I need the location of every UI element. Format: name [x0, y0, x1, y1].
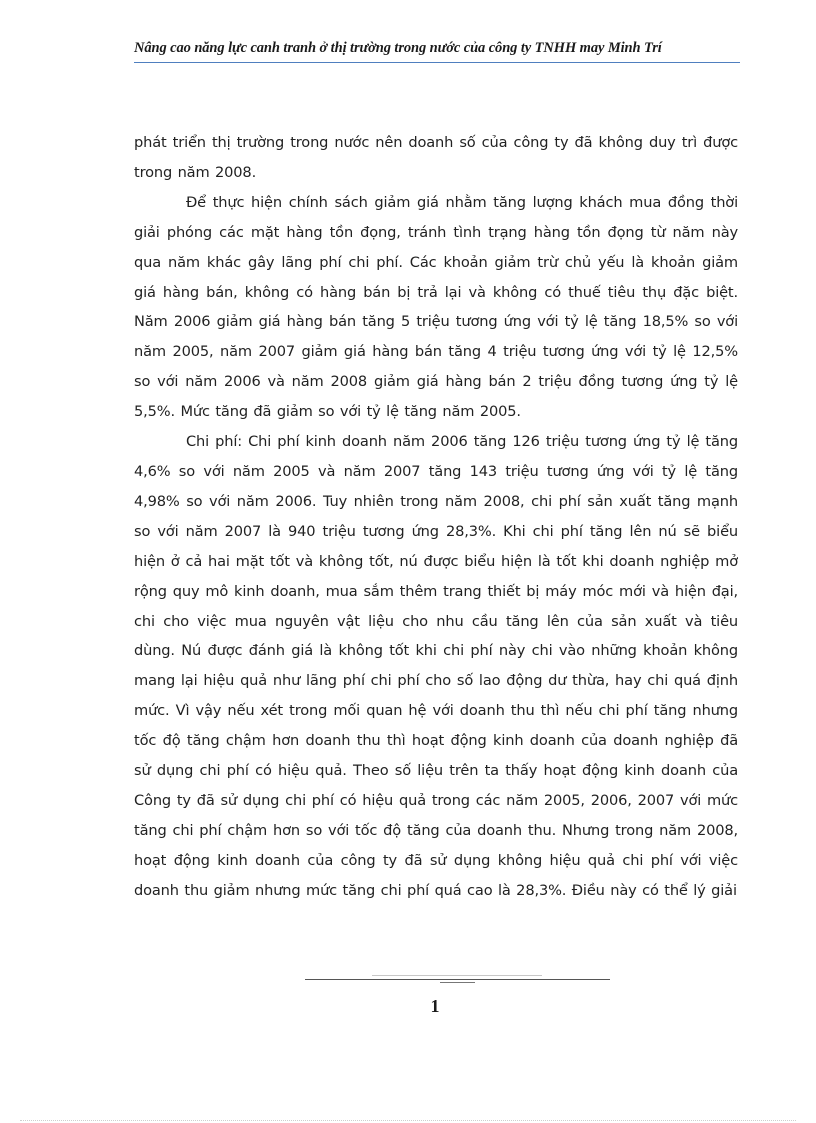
footer-rule — [305, 979, 610, 980]
paragraph-costs: Chi phí: Chi phí kinh doanh năm 2006 tăng 126 triệu tương ứng tỷ lệ tăng 4,6% so với năm 2005 và năm 2007 tăng 143 triệu tương ứng với tỷ lệ tăng 4,98% so với năm 2006. Tuy nhiên trong năm 2008, chi phí sản xuất tăng mạnh so với năm 2007 là 940 triệu tương ứng 28,3%. Khi chi phí tăng lên nú sẽ biểu hiện ở cả hai mặt tốt và không tốt, nú được biểu hiện là tốt khi doanh nghiệp mở rộng quy mô kinh doanh, mua sắm thêm trang thiết bị máy móc mới và hiện đại, chi cho việc mua nguyên vật liệu cho nhu cầu tăng lên của sản xuất và tiêu dùng. Nú được đánh giá là không tốt khi chi phí này chi vào những khoản không mang lại hiệu quả như lãng phí chi phí cho số lao động dư thừa, hay chi quá định mức. Vì vậy nếu xét trong mối quan hệ với doanh thu thì nếu chi phí tăng nhưng tốc độ tăng chậm hơn doanh thu thì hoạt động kinh doanh của doanh nghiệp đã sử dụng chi phí có hiệu quả. Theo số liệu trên ta thấy hoạt động kinh doanh của Công ty đã sử dụng chi phí có hiệu quả trong các năm 2005, 2006, 2007 với mức tăng chi phí chậm hơn so với tốc độ tăng của doanh thu. Nhưng trong năm 2008, hoạt động kinh doanh của công ty đã sử dụng không hiệu quả chi phí với việc doanh thu giảm nhưng mức tăng chi phí quá cao là 28,3%. Điều này có thể lý giải — [134, 433, 738, 899]
footer-rule-accent — [440, 982, 475, 983]
footer-rule-decoration — [372, 975, 542, 976]
page-number: 1 — [430, 996, 440, 1016]
paragraph-discounts: Để thực hiện chính sách giảm giá nhằm tăng lượng khách mua đồng thời giải phóng các mặt hàng tồn đọng, tránh tình trạng hàng tồn đọng từ năm này qua năm khác gây lãng phí chi phí. Các khoản giảm trừ chủ yếu là khoản giảm giá hàng bán, không có hàng bán bị trả lại và không có thuế tiêu thụ đặc biệt. Năm 2006 giảm giá hàng bán tăng 5 triệu tương ứng với tỷ lệ tăng 18,5% so với năm 2005, năm 2007 giảm giá hàng bán tăng 4 triệu tương ứng với tỷ lệ 12,5% so với năm 2006 và năm 2008 giảm giá hàng bán 2 triệu đồng tương ứng tỷ lệ 5,5%. Mức tăng đã giảm so với tỷ lệ tăng năm 2005. — [134, 193, 738, 421]
paragraph-continuation: phát triển thị trường trong nước nên doanh số của công ty đã không duy trì được trong năm 2008. — [134, 134, 738, 181]
body-text — [134, 128, 738, 906]
page-bottom-border — [20, 1120, 796, 1121]
header-rule — [134, 62, 740, 63]
running-header: Nâng cao năng lực canh tranh ở thị trường trong nước của công ty TNHH may Minh Trí — [134, 40, 662, 56]
